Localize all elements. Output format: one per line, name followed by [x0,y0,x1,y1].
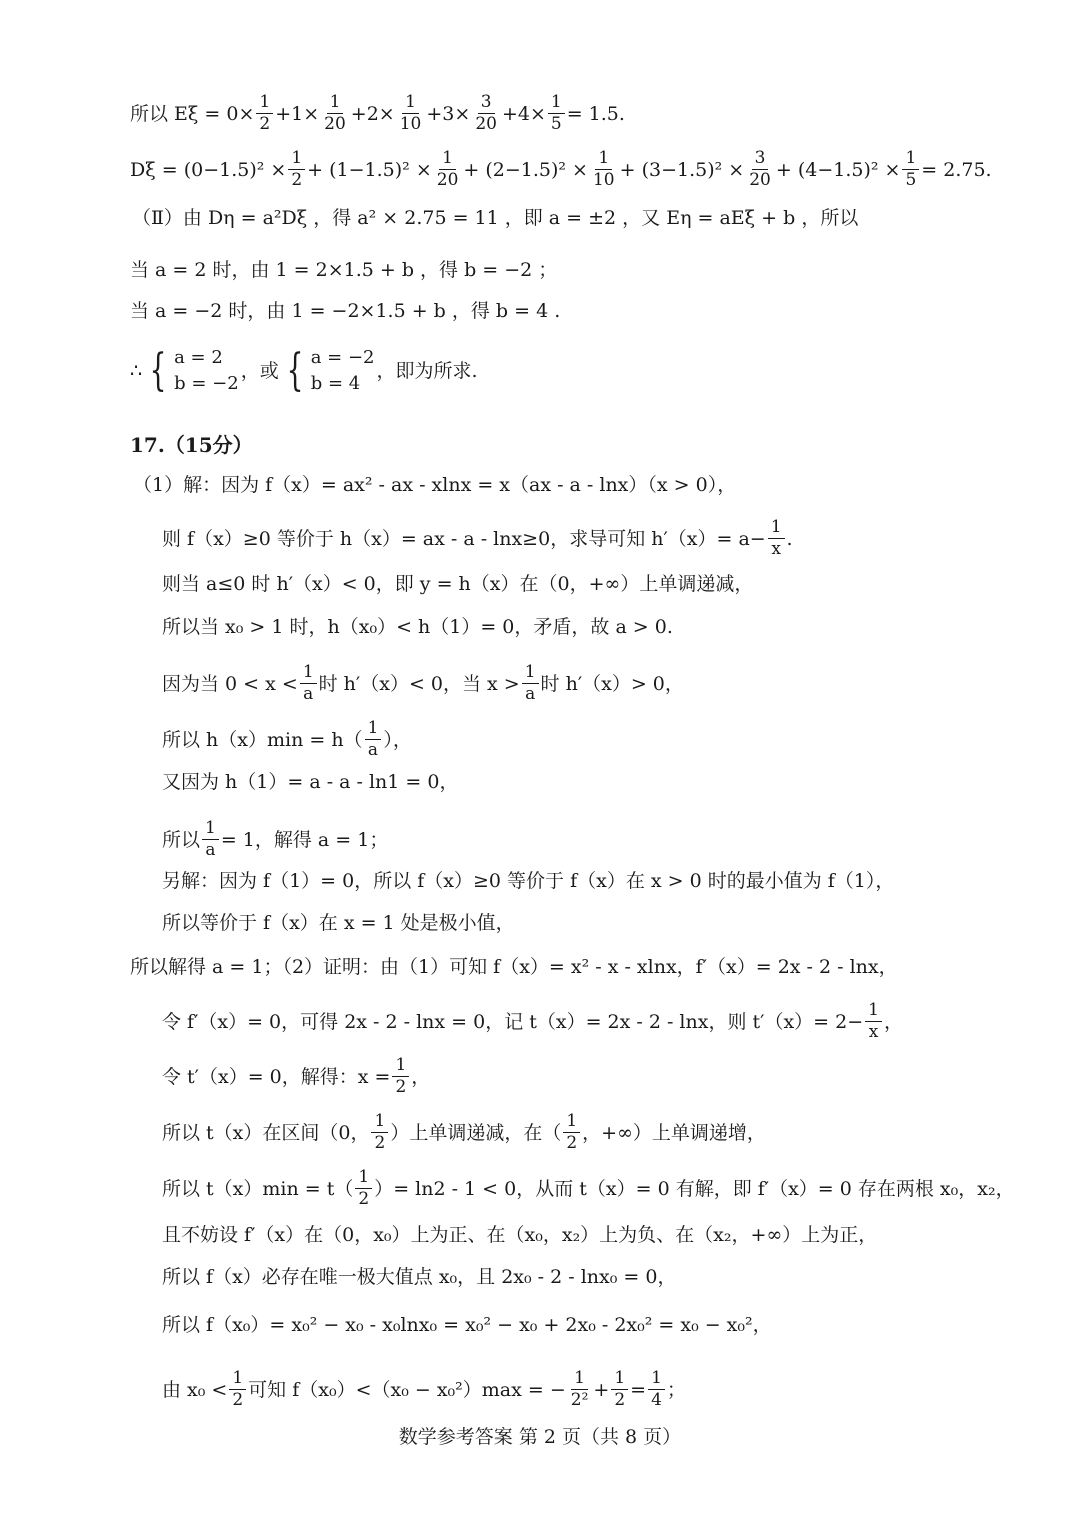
fraction [288,148,305,191]
text-line [162,1111,766,1154]
text-line [130,92,625,135]
fraction-denominator: 10 [592,170,615,190]
text-segment: = 2.75. [921,158,992,181]
text-segment: 所以解得 a = 1；（2）证明：由（1）可知 f（x）= x² - x - xlnx，f′（x）= 2x - 2 - lnx， [130,956,898,978]
text-segment: ，+∞）上单调递增， [582,1121,766,1144]
fraction-numerator: 3 [752,148,769,170]
text-segment: 所以当 x₀ > 1 时，h（x₀）< h（1）= 0，矛盾，故 a > 0. [162,616,673,638]
text-line [130,345,478,397]
text-segment: 又因为 h（1）= a - a - ln1 = 0， [162,771,459,793]
text-line [130,298,560,324]
text-segment: ，即为所求. [376,360,478,382]
fraction [202,818,219,861]
system-row: b = −2 [174,373,239,394]
text-segment: ∴ [130,360,143,382]
text-segment: + (2−1.5)² × [463,158,588,181]
fraction-denominator: 20 [436,170,459,190]
text-segment: ， [411,1065,431,1088]
fraction-numerator: 1 [365,718,382,740]
text-line [162,662,684,705]
fraction-numerator: 1 [563,1111,580,1133]
text-segment: 所以 [162,828,201,851]
fraction-denominator: 2 [232,1390,244,1410]
fraction [611,1368,628,1411]
text-line [162,1312,772,1338]
text-segment: 令 t′（x）= 0，解得：x = [162,1065,391,1088]
fraction-denominator: a [367,740,379,760]
system-row: a = −2 [310,347,375,368]
text-line [162,571,753,597]
text-line [162,1055,430,1098]
fraction [590,148,618,191]
fraction-numerator: 1 [902,148,919,170]
fraction [434,148,462,191]
text-segment: . [786,527,793,550]
fraction-numerator: 1 [355,1167,372,1189]
text-line [162,769,458,795]
text-segment: 所以 Eξ = 0× [130,102,255,125]
text-segment: 另解：因为 f（1）= 0，所以 f（x）≥0 等价于 f（x）在 x > 0 时的最小值为 f（1）， [162,870,895,892]
footer-text: 数学参考答案 第 2 页（共 8 页） [398,1426,682,1448]
fraction [865,1000,882,1043]
fraction [229,1368,246,1411]
fraction-numerator: 1 [288,148,305,170]
text-line [162,818,388,861]
fraction-denominator: 20 [749,170,771,190]
text-segment: 17.（15分） [130,433,253,457]
text-line [162,1000,903,1043]
fraction-numerator: 1 [229,1368,246,1390]
fraction [902,148,919,191]
text-segment: ）， [383,728,412,751]
fraction [300,662,317,705]
fraction [321,92,349,135]
fraction-numerator: 1 [300,662,317,684]
text-line [162,1264,676,1290]
fraction-numerator: 1 [571,1368,588,1390]
system-row: b = 4 [310,373,361,394]
text-segment: 当 a = −2 时，由 1 = −2×1.5 + b ，得 b = 4 . [130,300,561,322]
text-segment: 所以 f（x₀）= x₀² − x₀ - x₀lnx₀ = x₀² − x₀ + 2x₀ - 2x₀² = x₀ − x₀²， [162,1314,772,1336]
fraction-numerator: 1 [392,1055,409,1077]
text-line [130,148,992,191]
text-line [162,614,673,640]
text-segment: 所以 t（x）min = t（ [162,1177,354,1200]
fraction-numerator: 1 [522,662,539,684]
fraction [568,1368,592,1411]
fraction-denominator: 2 [614,1390,626,1410]
text-line [162,718,412,761]
fraction-numerator: 1 [402,92,419,114]
fraction [768,517,785,560]
fraction-denominator: 4 [651,1390,662,1410]
text-segment: 所以 h（x）min = h（ [162,728,363,751]
fraction [256,92,273,135]
fraction-denominator: x [771,539,781,559]
fraction [392,1055,409,1098]
text-segment: +1× [275,102,320,125]
fraction-denominator: 2 [259,114,271,134]
fraction-denominator: 5 [550,114,562,134]
text-segment: 可知 f（x₀）<（x₀ − x₀²）max = − [248,1378,566,1401]
text-segment: ； [666,1378,686,1401]
text-segment: 当 a = 2 时，由 1 = 2×1.5 + b ，得 b = −2 ； [130,259,558,281]
fraction [472,92,500,135]
text-line [162,1368,686,1411]
fraction [355,1167,372,1210]
text-segment: 所以等价于 f（x）在 x = 1 处是极小值， [162,912,515,934]
text-segment: = 1.5. [566,102,625,125]
text-line [162,910,515,936]
fraction-denominator: 10 [399,114,422,134]
text-segment: 所以 t（x）在区间（0， [162,1121,370,1144]
left-brace-icon: { [286,345,304,396]
section-heading [130,432,253,458]
text-segment: 且不妨设 f′（x）在（0，x₀）上为正、在（x₀，x₂）上为负、在（x₂，+∞）上为正， [162,1224,878,1246]
fraction-denominator: 2 [566,1133,578,1153]
fraction [397,92,425,135]
fraction [548,92,565,135]
fraction-numerator: 1 [202,818,219,840]
text-segment: 因为当 0 < x < [162,672,298,695]
text-segment: = 1，解得 a = 1； [220,828,389,851]
text-line [162,1167,1015,1210]
text-segment: +3× [426,102,471,125]
text-segment: + [593,1378,610,1401]
fraction-denominator: 2² [570,1390,589,1410]
text-line [132,205,858,231]
text-segment: ）上单调递减，在（ [390,1121,562,1144]
fraction [563,1111,580,1154]
fraction-numerator: 1 [439,148,456,170]
fraction-denominator: 2 [395,1077,407,1097]
fraction-numerator: 1 [327,92,344,114]
fraction-numerator: 1 [611,1368,628,1390]
text-line [162,1222,877,1248]
fraction [365,718,382,761]
fraction-numerator: 1 [256,92,273,114]
text-segment: ，或 [240,360,279,382]
text-segment: +4× [501,102,546,125]
text-segment: + (1−1.5)² × [307,158,432,181]
fraction-denominator: 5 [905,170,917,190]
text-segment: 由 x₀ < [162,1378,228,1401]
text-line [162,868,894,894]
fraction [522,662,539,705]
fraction-numerator: 1 [648,1368,665,1390]
text-segment: 时 h′（x）> 0， [540,672,684,695]
text-segment: +2× [350,102,395,125]
text-line [130,257,557,283]
equation-system [281,345,375,397]
fraction [648,1368,665,1411]
page-footer [0,1424,1080,1450]
text-segment: 则当 a≤0 时 h′（x）< 0，即 y = h（x）在（0，+∞）上单调递减， [162,573,754,595]
text-segment: 所以 f（x）必存在唯一极大值点 x₀，且 2x₀ - 2 - lnx₀ = 0， [162,1266,677,1288]
fraction-denominator: a [303,684,314,704]
text-segment: = [630,1378,647,1401]
fraction-denominator: 20 [475,114,497,134]
fraction-numerator: 1 [865,1000,882,1022]
text-segment: 则 f（x）≥0 等价于 h（x）= ax - a - lnx≥0，求导可知 h′（x）= a− [162,527,766,550]
text-segment: 时 h′（x）< 0，当 x > [318,672,520,695]
fraction-denominator: a [205,840,216,860]
text-segment: ）= ln2 - 1 < 0，从而 t（x）= 0 有解，即 f′（x）= 0 存在两根 x₀，x₂， [374,1177,1015,1200]
fraction-denominator: 2 [291,170,303,190]
left-brace-icon: { [149,345,167,396]
fraction-denominator: 2 [358,1189,370,1209]
fraction-denominator: 2 [374,1133,386,1153]
fraction-denominator: x [868,1022,879,1042]
fraction-denominator: a [525,684,536,704]
text-segment: ， [883,1010,903,1033]
equation-system [144,345,239,397]
fraction [746,148,774,191]
fraction-numerator: 3 [478,92,495,114]
text-line [130,954,898,980]
text-segment: （Ⅱ）由 Dη = a²Dξ ，得 a² × 2.75 = 11 ，即 a = ±2 ，又 Eη = aEξ + b ，所以 [132,207,859,229]
system-row: a = 2 [174,347,223,368]
fraction-numerator: 1 [595,148,612,170]
text-line [162,517,793,560]
fraction-numerator: 1 [548,92,565,114]
text-segment: 令 f′（x）= 0，可得 2x - 2 - lnx = 0，记 t（x）= 2x - 2 - lnx，则 t′（x）= 2− [162,1010,864,1033]
fraction-numerator: 1 [371,1111,388,1133]
text-line [133,472,736,498]
fraction-denominator: 20 [324,114,346,134]
text-segment: + (3−1.5)² × [619,158,745,181]
text-segment: + (4−1.5)² × [775,158,901,181]
text-segment: Dξ = (0−1.5)² × [130,158,287,181]
fraction [371,1111,388,1154]
text-segment: （1）解：因为 f（x）= ax² - ax - xlnx = x（ax - a - lnx）（x > 0）， [133,474,737,496]
fraction-numerator: 1 [768,517,785,539]
